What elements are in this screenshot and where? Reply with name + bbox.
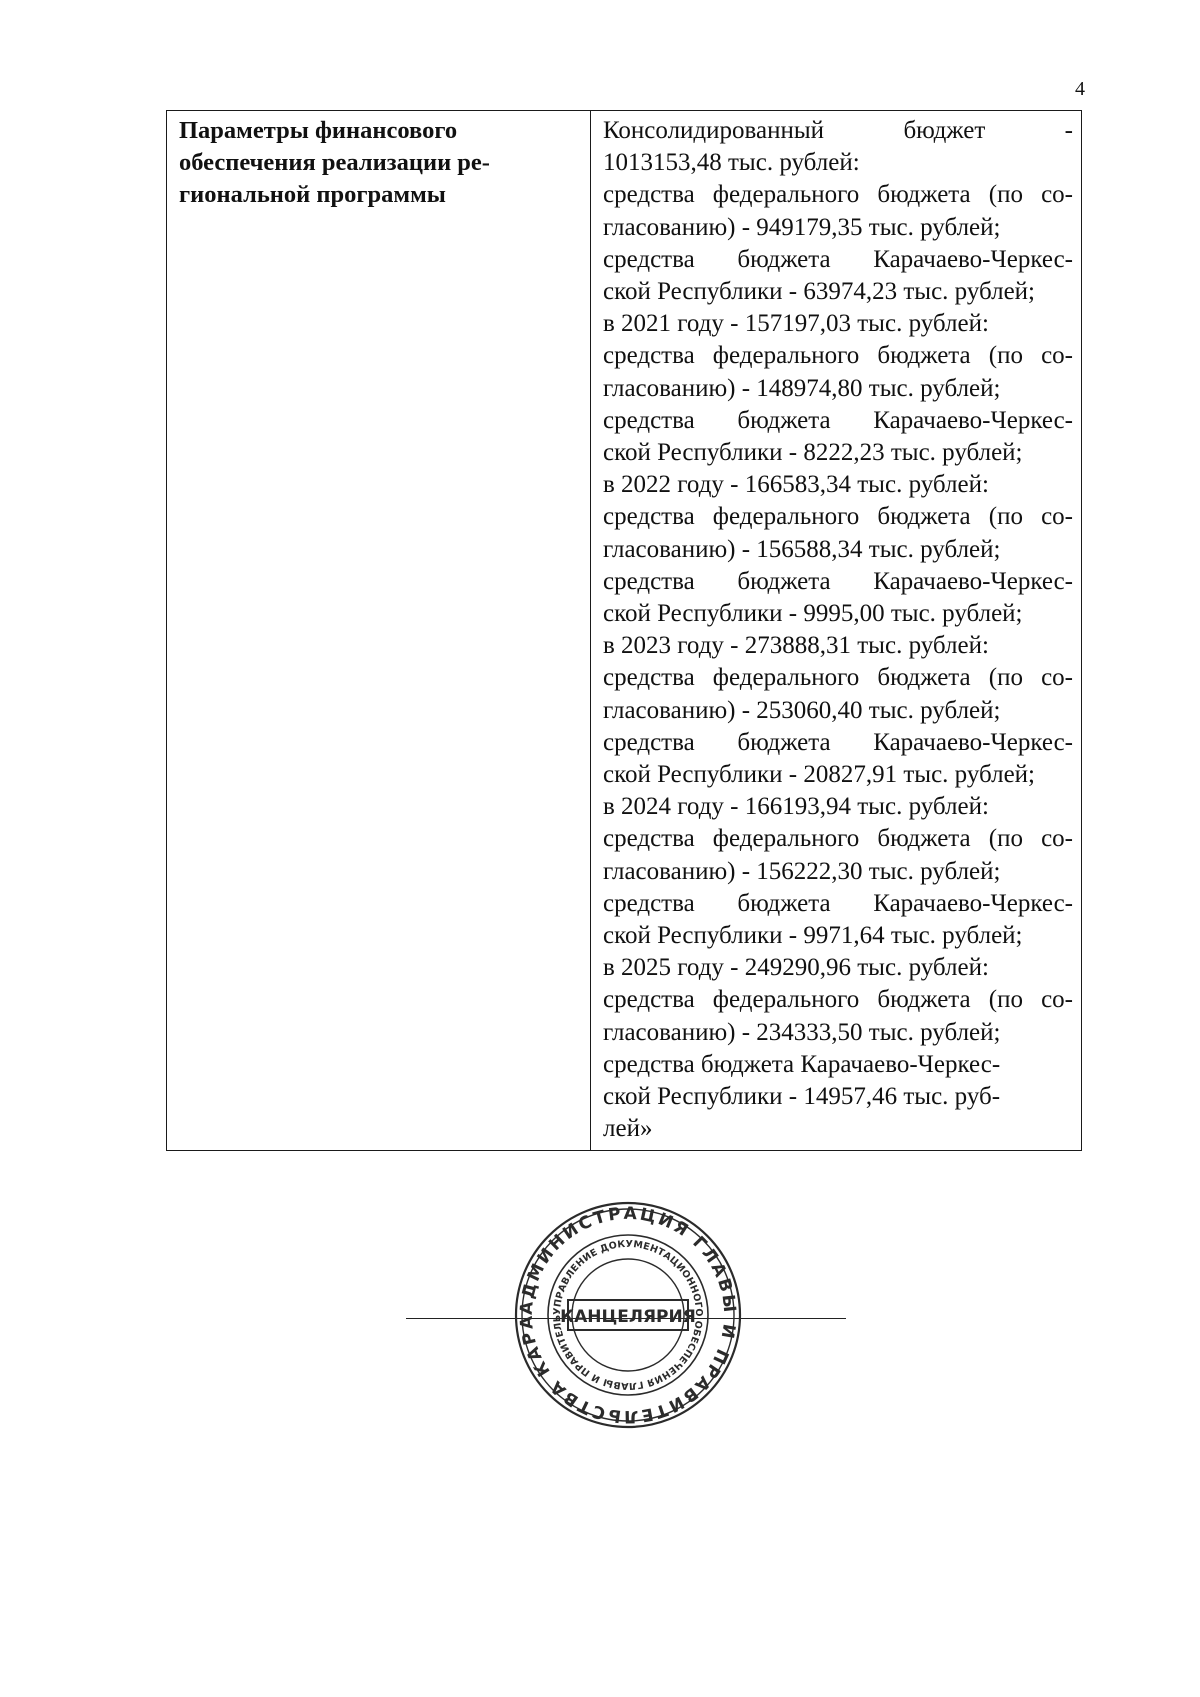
budget-line: ской Республики - 63974,23 тыс. рублей; xyxy=(603,278,1035,306)
budget-line: средства бюджета Карачаево-Черкес- xyxy=(603,1050,1001,1078)
budget-line: гласованию) - 234333,50 тыс. рублей; xyxy=(603,1018,1001,1046)
budget-line: средства федерального бюджета (по со- xyxy=(603,986,1073,1014)
office-seal xyxy=(508,1200,748,1430)
budget-line: средства федерального бюджета (по со- xyxy=(603,664,1073,692)
table-row xyxy=(167,111,1082,1151)
budget-line: ской Республики - 9995,00 тыс. рублей; xyxy=(603,600,1023,628)
budget-line: гласованию) - 156222,30 тыс. рублей; xyxy=(603,857,1001,885)
budget-line: гласованию) - 949179,35 тыс. рублей; xyxy=(603,213,1001,241)
budget-line: 1013153,48 тыс. рублей: xyxy=(603,149,860,177)
budget-line: средства федерального бюджета (по со- xyxy=(603,181,1073,209)
budget-line: ской Республики - 8222,23 тыс. рублей; xyxy=(603,439,1023,467)
parameter-label-line: Параметры финансового xyxy=(179,117,458,144)
page-number: 4 xyxy=(1075,78,1085,100)
seal-outer-text: АДМИНИСТРАЦИЯ ГЛАВЫ И ПРАВИТЕЛЬСТВА КАРА xyxy=(516,1203,740,1427)
budget-line: средства бюджета Карачаево-Черкес- xyxy=(603,245,1073,273)
parameter-label-line: гиональной программы xyxy=(179,181,446,208)
budget-line: средства федерального бюджета (по со- xyxy=(603,503,1073,531)
budget-line: ской Республики - 9971,64 тыс. рублей; xyxy=(603,922,1023,950)
seal-center-text: КАНЦЕЛЯРИЯ xyxy=(560,1307,696,1327)
budget-line: в 2021 году - 157197,03 тыс. рублей: xyxy=(603,310,989,338)
budget-line: средства федерального бюджета (по со- xyxy=(603,825,1073,853)
program-parameters-table xyxy=(166,110,1082,1151)
budget-line: гласованию) - 148974,80 тыс. рублей; xyxy=(603,374,1001,402)
budget-line: лей» xyxy=(603,1115,653,1143)
budget-line: ской Республики - 14957,46 тыс. руб- xyxy=(603,1083,1001,1111)
seal-inner-text: УПРАВЛЕНИЕ ДОКУМЕНТАЦИОННОГО ОБЕСПЕЧЕНИЯ ГЛАВЫ И ПРАВИТЕЛЬ xyxy=(551,1238,705,1392)
budget-line: гласованию) - 253060,40 тыс. рублей; xyxy=(603,696,1001,724)
budget-line: гласованию) - 156588,34 тыс. рублей; xyxy=(603,535,1001,563)
budget-line: средства федерального бюджета (по со- xyxy=(603,342,1073,370)
budget-line: средства бюджета Карачаево-Черкес- xyxy=(603,728,1073,756)
budget-line: средства бюджета Карачаево-Черкес- xyxy=(603,567,1073,595)
budget-line: в 2025 году - 249290,96 тыс. рублей: xyxy=(603,954,989,982)
parameter-value-cell xyxy=(591,111,1082,1151)
budget-line: в 2022 году - 166583,34 тыс. рублей: xyxy=(603,471,989,499)
budget-line: ской Республики - 20827,91 тыс. рублей; xyxy=(603,761,1035,789)
budget-line: средства бюджета Карачаево-Черкес- xyxy=(603,889,1073,917)
budget-line: в 2023 году - 273888,31 тыс. рублей: xyxy=(603,632,989,660)
budget-line: Консолидированный бюджет - xyxy=(603,117,1073,144)
parameter-label-line: обеспечения реализации ре- xyxy=(179,149,490,176)
budget-line: средства бюджета Карачаево-Черкес- xyxy=(603,406,1073,434)
budget-line: в 2024 году - 166193,94 тыс. рублей: xyxy=(603,793,989,821)
parameter-label-cell xyxy=(167,111,591,1151)
